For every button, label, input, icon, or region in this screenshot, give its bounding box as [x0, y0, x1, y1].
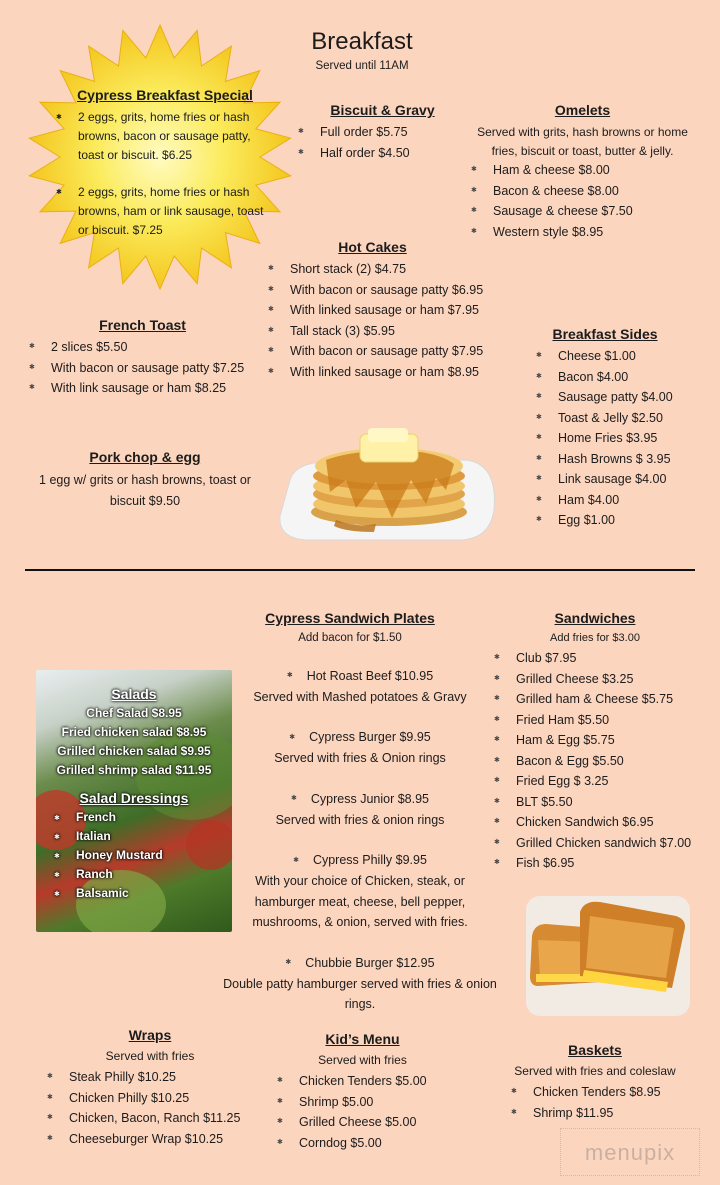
special-item [52, 183, 282, 240]
menu-item: ✱ With linked sausage or ham $8.95 [268, 362, 483, 383]
grilled-cheese-image [526, 896, 690, 1016]
menu-item: ✱ With bacon or sausage patty $6.95 [268, 280, 483, 301]
plate-name: Cypress Philly $9.95 [312, 853, 427, 868]
wraps-list [47, 1067, 240, 1149]
menu-item: ✱ With linked sausage or ham $7.95 [268, 300, 483, 321]
special-line: or biscuit. $7.25 [78, 223, 163, 237]
menu-item: ✱ Fried Ham $5.50 [494, 710, 691, 731]
breakfast-sides-title: Breakfast Sides [552, 326, 658, 342]
special-items [52, 108, 282, 240]
french-toast-title: French Toast [99, 317, 186, 333]
salads-content [36, 670, 232, 903]
dressing-item: ✱ French [36, 808, 232, 827]
sandwich-plates-note: Add bacon for $1.50 [298, 632, 402, 644]
plate-desc: Served with fries & Onion rings [274, 751, 446, 766]
plate-item [200, 953, 520, 1015]
menu-item: ✱ BLT $5.50 [494, 792, 691, 813]
page-title: Breakfast [311, 28, 413, 55]
salad-dressings-list [36, 808, 232, 903]
bullet-icon: ✱ [289, 733, 296, 741]
dressing-item: ✱ Honey Mustard [36, 846, 232, 865]
salad-item: Fried chicken salad $8.95 [61, 725, 207, 739]
biscuit-gravy-title: Biscuit & Gravy [330, 102, 435, 118]
menu-item: ✱ Ham & Egg $5.75 [494, 730, 691, 751]
menu-item: ✱ Ham & cheese $8.00 [471, 160, 633, 181]
breakfast-sides-list [536, 346, 673, 531]
menu-item: ✱ Chicken Tenders $8.95 [511, 1082, 661, 1103]
desc-line: biscuit $9.50 [109, 493, 181, 508]
menu-item: ✱ Chicken Philly $10.25 [47, 1088, 240, 1109]
special-line: browns, bacon or sausage patty, [78, 129, 251, 143]
pancakes-image [276, 420, 502, 546]
hot-cakes-title: Hot Cakes [338, 239, 407, 255]
plate-name: Hot Roast Beef $10.95 [306, 669, 434, 683]
plate-name: Cypress Burger $9.95 [309, 730, 431, 745]
kids-menu-title: Kid’s Menu [325, 1031, 400, 1047]
baskets-list [511, 1082, 661, 1123]
bullet-icon: ✱ [285, 959, 292, 967]
pork-chop-desc [20, 470, 270, 511]
baskets-title: Baskets [568, 1042, 622, 1058]
baskets-note: Served with fries and coleslaw [514, 1064, 676, 1078]
hot-cakes-list [268, 259, 483, 382]
menu-item: ✱ With bacon or sausage patty $7.95 [268, 341, 483, 362]
menu-item: ✱ Grilled ham & Cheese $5.75 [494, 689, 691, 710]
menu-item: ✱ Full order $5.75 [298, 122, 410, 143]
menu-item: ✱ Fish $6.95 [494, 853, 691, 874]
salad-item: Chef Salad $8.95 [86, 706, 182, 720]
desc-line: 1 egg w/ grits or hash browns, toast or [39, 473, 251, 487]
menu-item: ✱ Bacon & Egg $5.50 [494, 751, 691, 772]
plate-item [200, 850, 520, 932]
menu-item: ✱ Grilled Cheese $3.25 [494, 669, 691, 690]
plate-name: Cypress Junior $8.95 [310, 791, 429, 806]
dressing-item: ✱ Ranch [36, 865, 232, 884]
menu-item: ✱ Cheese $1.00 [536, 346, 673, 367]
menu-item: ✱ Western style $8.95 [471, 222, 633, 243]
salads-title: Salads [111, 686, 157, 702]
plate-item [200, 727, 520, 768]
menu-item: ✱ Chicken Sandwich $6.95 [494, 812, 691, 833]
plate-item [200, 666, 520, 707]
plate-desc: rings. [344, 997, 376, 1012]
menu-item: ✱ Shrimp $11.95 [511, 1103, 661, 1124]
bullet-icon: ✱ [293, 856, 299, 864]
plate-desc: Served with Mashed potatoes & Gravy [253, 689, 467, 704]
menu-item: ✱ Bacon $4.00 [536, 367, 673, 388]
menu-item: ✱ With bacon or sausage patty $7.25 [29, 358, 244, 379]
sandwiches-title: Sandwiches [554, 610, 636, 626]
menu-item: ✱ Chicken, Bacon, Ranch $11.25 [47, 1108, 240, 1129]
wraps-note: Served with fries [105, 1049, 195, 1063]
menu-item: ✱ Sausage patty $4.00 [536, 387, 673, 408]
kids-menu-note: Served with fries [318, 1053, 407, 1067]
note-line: Served with grits, hash browns or home [477, 125, 688, 139]
menu-item: ✱ Link sausage $4.00 [536, 469, 673, 490]
menu-item: ✱ Home Fries $3.95 [536, 428, 673, 449]
plate-name: Chubbie Burger $12.95 [305, 955, 435, 970]
sandwiches-list [494, 648, 691, 874]
section-divider [25, 569, 695, 571]
special-line: browns, ham or link sausage, toast [78, 204, 264, 218]
kids-menu-list [277, 1071, 427, 1153]
bullet-icon: ✱ [56, 114, 62, 121]
special-line: 2 eggs, grits, home fries or hash [78, 185, 250, 199]
bullet-icon: ✱ [286, 672, 293, 680]
menu-item: ✱ Cheeseburger Wrap $10.25 [47, 1129, 240, 1150]
sandwich-plates-list [200, 666, 520, 1015]
menu-item: ✱ Egg $1.00 [536, 510, 673, 531]
plate-desc: mushrooms, & onion, served with fries. [252, 915, 468, 930]
biscuit-gravy-list [298, 122, 410, 163]
special-title: Cypress Breakfast Special [77, 87, 253, 103]
bullet-icon: ✱ [56, 189, 62, 196]
sandwich-plates-title: Cypress Sandwich Plates [265, 610, 435, 626]
menu-item: ✱ Ham $4.00 [536, 490, 673, 511]
pork-chop-title: Pork chop & egg [89, 449, 201, 465]
plate-desc: With your choice of Chicken, steak, or [255, 874, 465, 889]
note-line: fries, biscuit or toast, butter & jelly. [491, 144, 674, 158]
salad-dressings-title: Salad Dressings [79, 790, 189, 806]
menu-item: ✱ Sausage & cheese $7.50 [471, 201, 633, 222]
plate-desc: Served with fries & onion rings [275, 812, 445, 827]
menu-item: ✱ Fried Egg $ 3.25 [494, 771, 691, 792]
page-subtitle: Served until 11AM [315, 60, 409, 72]
menu-item: ✱ Grilled Cheese $5.00 [277, 1112, 427, 1133]
salads-panel [36, 670, 232, 932]
menu-item: ✱ Tall stack (3) $5.95 [268, 321, 483, 342]
wraps-title: Wraps [128, 1027, 172, 1043]
menu-item: ✱ Half order $4.50 [298, 143, 410, 164]
menu-item: ✱ Bacon & cheese $8.00 [471, 181, 633, 202]
plate-item [200, 789, 520, 830]
bullet-icon: ✱ [291, 795, 297, 803]
omelets-note [470, 123, 695, 161]
menu-item: ✱ Chicken Tenders $5.00 [277, 1071, 427, 1092]
menu-item: ✱ Club $7.95 [494, 648, 691, 669]
special-item [52, 108, 282, 165]
menu-item: ✱ 2 slices $5.50 [29, 337, 244, 358]
plate-desc: Double patty hamburger served with fries & onion [223, 976, 497, 991]
omelets-title: Omelets [554, 102, 611, 118]
menu-item: ✱ Hash Browns $ 3.95 [536, 449, 673, 470]
dressing-item: ✱ Balsamic [36, 884, 232, 903]
menu-item: ✱ Corndog $5.00 [277, 1133, 427, 1154]
menupix-watermark: menupix [560, 1128, 700, 1176]
menu-item: ✱ Short stack (2) $4.75 [268, 259, 483, 280]
sandwiches-note: Add fries for $3.00 [550, 632, 640, 644]
menu-item: ✱ Toast & Jelly $2.50 [536, 408, 673, 429]
french-toast-list [29, 337, 244, 399]
menu-item: ✱ Steak Philly $10.25 [47, 1067, 240, 1088]
salad-item: Grilled shrimp salad $11.95 [56, 763, 212, 777]
menu-item: ✱ Shrimp $5.00 [277, 1092, 427, 1113]
dressing-item: ✱ Italian [36, 827, 232, 846]
menu-item: ✱ With link sausage or ham $8.25 [29, 378, 244, 399]
special-line: 2 eggs, grits, home fries or hash [78, 110, 250, 124]
menu-item: ✱ Grilled Chicken sandwich $7.00 [494, 833, 691, 854]
omelets-list [471, 160, 633, 242]
special-line: toast or biscuit. $6.25 [78, 148, 193, 162]
salad-item: Grilled chicken salad $9.95 [57, 744, 211, 758]
plate-desc: hamburger meat, cheese, bell pepper, [254, 894, 466, 909]
